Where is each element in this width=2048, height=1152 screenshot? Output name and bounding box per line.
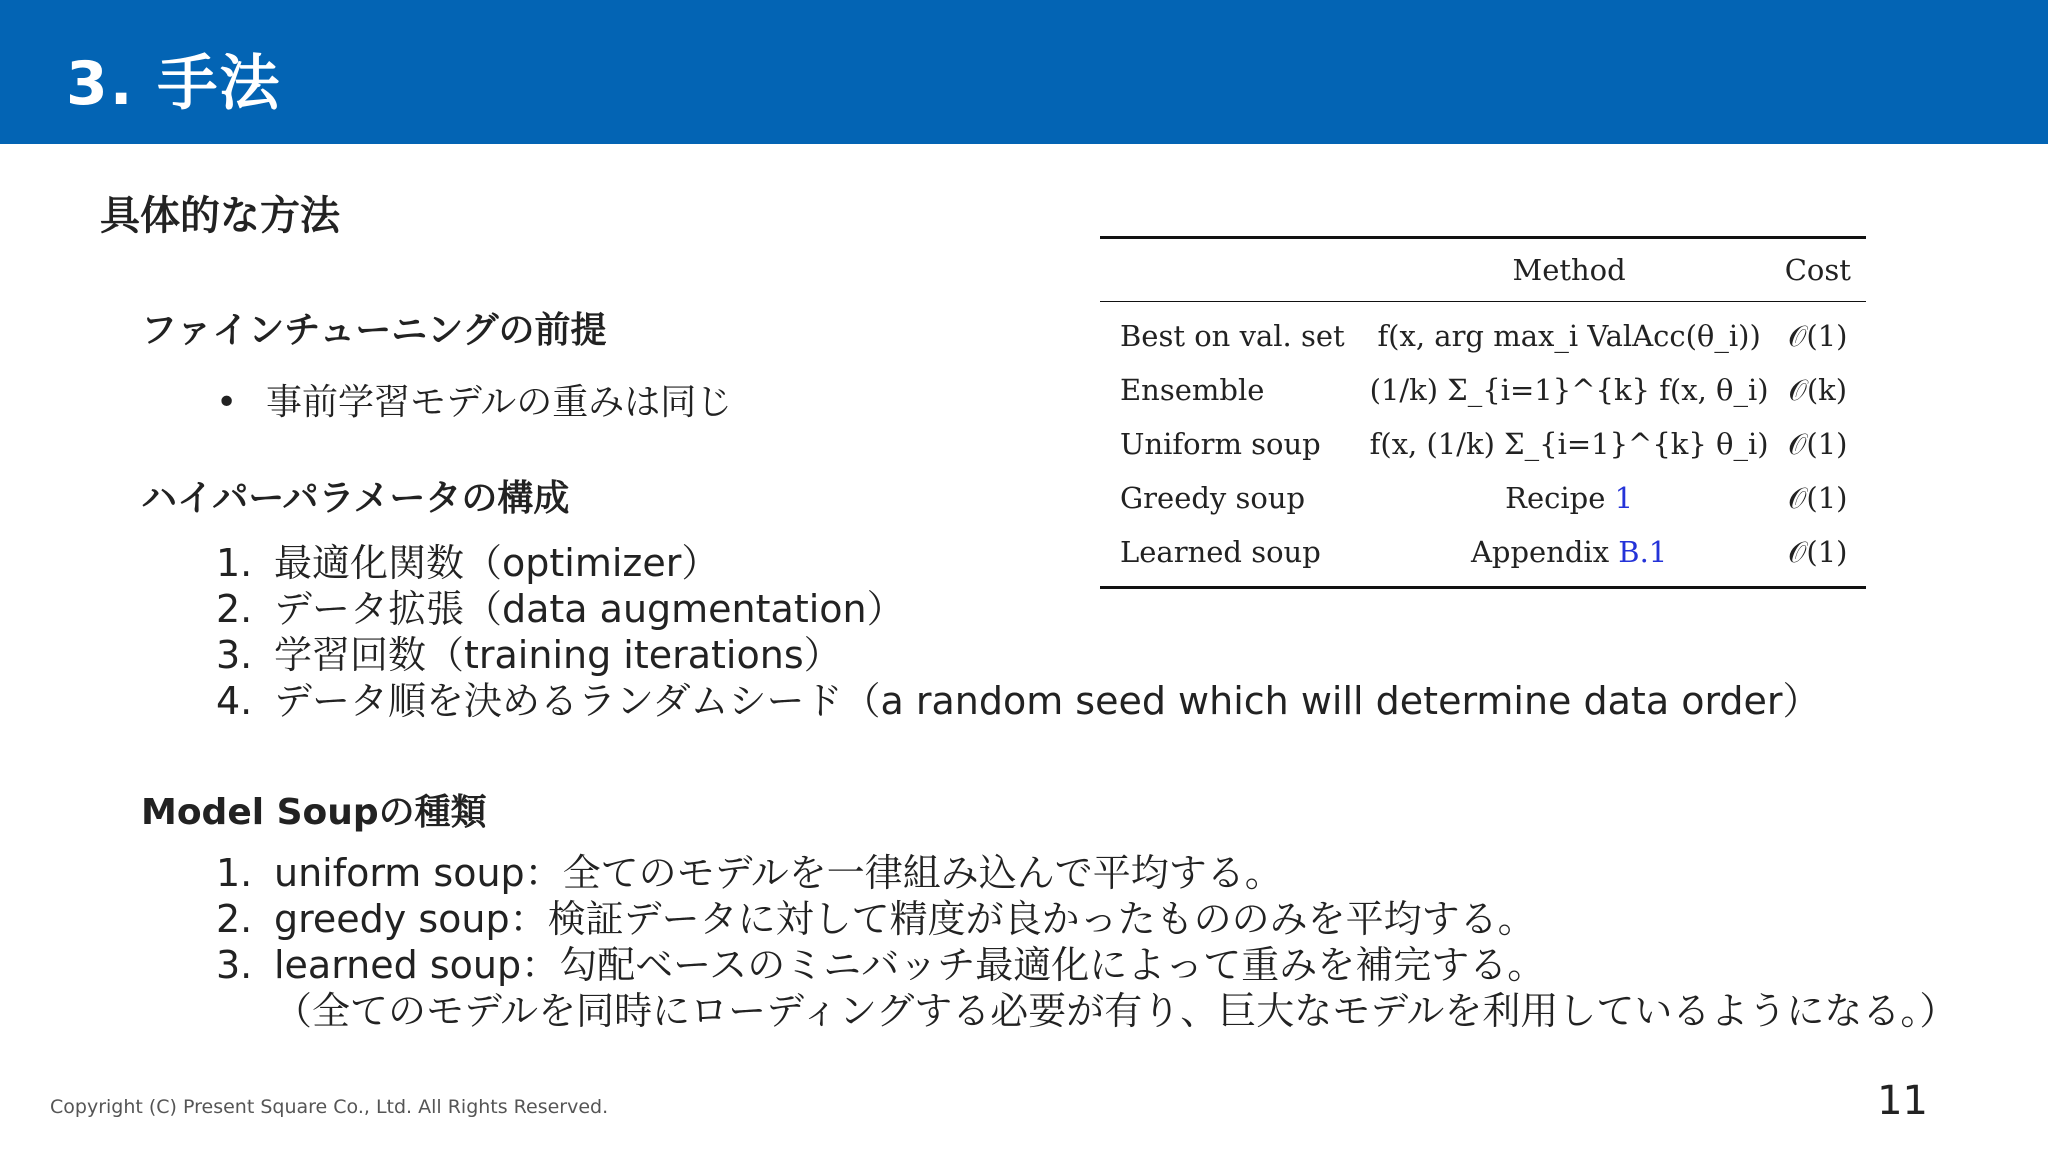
hyper-heading: ハイパーパラメータの構成 bbox=[141, 478, 570, 519]
formula: f(x, (1/k) Σ_{i=1}^{k} θ_i) bbox=[1369, 427, 1769, 461]
formula: (1/k) Σ_{i=1}^{k} f(x, θ_i) bbox=[1369, 373, 1769, 407]
header-name bbox=[1100, 238, 1369, 302]
list-item: 3. 学習回数（training iterations） bbox=[216, 633, 842, 677]
bullet-icon: • bbox=[216, 382, 238, 423]
table-row: Ensemble (1/k) Σ_{i=1}^{k} f(x, θ_i) 𝒪(k) bbox=[1100, 363, 1866, 417]
list-item: 2. データ拡張（data augmentation） bbox=[216, 587, 905, 631]
formula: Appendix B.1 bbox=[1470, 535, 1668, 569]
soups-note: （全てのモデルを同時にローディングする必要が有り、巨大なモデルを利用しているようになる。） bbox=[274, 989, 1958, 1033]
finetune-heading: ファインチューニングの前提 bbox=[141, 310, 607, 351]
list-item: 1. uniform soup：全てのモデルを一律組み込んで平均する。 bbox=[216, 851, 1283, 895]
slide-title: 3. 手法 bbox=[66, 49, 282, 119]
table-row: Greedy soup Recipe 1 𝒪(1) bbox=[1100, 471, 1866, 525]
soups-heading: Model Soupの種類 bbox=[141, 792, 487, 833]
finetune-item-text: 事前学習モデルの重みは同じ bbox=[266, 382, 733, 423]
list-item: 1. 最適化関数（optimizer） bbox=[216, 541, 720, 585]
header-cost: Cost bbox=[1770, 238, 1866, 302]
list-item: 3. learned soup：勾配ベースのミニバッチ最適化によって重みを補完する。 bbox=[216, 943, 1546, 987]
page-number: 11 bbox=[1877, 1078, 1928, 1124]
soups-list bbox=[216, 850, 1957, 1034]
copyright-footer: Copyright (C) Present Square Co., Ltd. All Rights Reserved. bbox=[50, 1096, 609, 1118]
list-item: 2. greedy soup：検証データに対して精度が良かったもののみを平均する。 bbox=[216, 897, 1536, 941]
table-row: Uniform soup f(x, (1/k) Σ_{i=1}^{k} θ_i) 𝒪(1) bbox=[1100, 417, 1866, 471]
recipe-ref-link[interactable]: 1 bbox=[1614, 481, 1634, 515]
section-subtitle: 具体的な方法 bbox=[100, 193, 340, 239]
formula: Recipe 1 bbox=[1505, 481, 1634, 515]
table-header-row bbox=[1100, 238, 1866, 302]
header-bar bbox=[0, 0, 2048, 144]
table-row: Learned soup Appendix B.1 𝒪(1) bbox=[1100, 525, 1866, 588]
appendix-ref-link[interactable]: B.1 bbox=[1618, 535, 1668, 569]
formula: f(x, arg max_i ValAcc(θ_i)) bbox=[1377, 319, 1761, 353]
finetune-bullet-item bbox=[216, 374, 732, 425]
header-method: Method bbox=[1369, 238, 1770, 302]
table-row: Best on val. set f(x, arg max_i ValAcc(θ_i)) 𝒪(1) bbox=[1100, 302, 1866, 364]
method-cost-table bbox=[1100, 236, 1866, 589]
list-item: 4. データ順を決めるランダムシード（a random seed which will determine data order） bbox=[216, 679, 1821, 723]
